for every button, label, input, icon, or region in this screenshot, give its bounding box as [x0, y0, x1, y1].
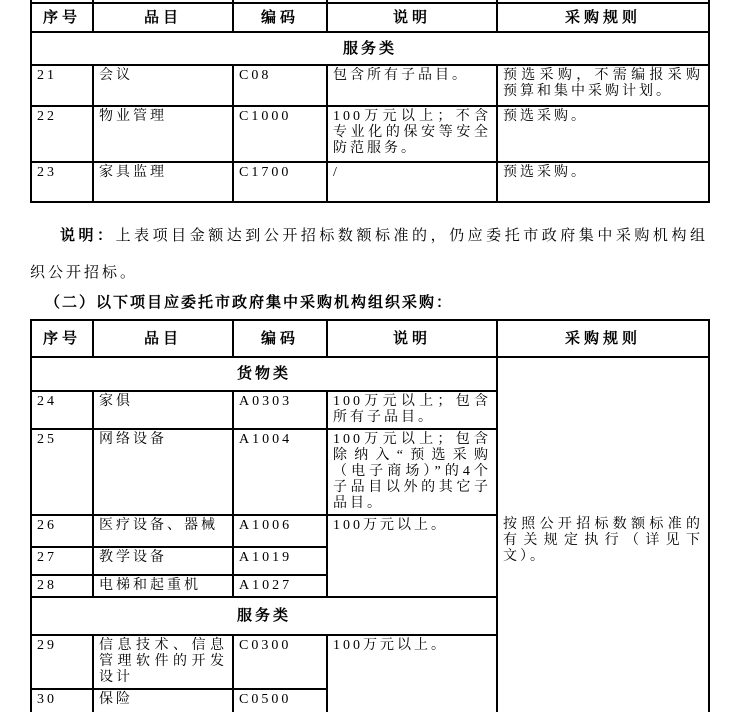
- cell-item: 家具监理: [93, 162, 233, 202]
- category-row: [31, 357, 709, 391]
- col-header-code: 编码: [233, 320, 327, 357]
- cell-code: C0500: [233, 689, 327, 712]
- cell-no: 22: [31, 106, 93, 162]
- col-header-rule: 采购规则: [497, 3, 709, 32]
- table-row: [31, 65, 709, 106]
- cell-item: 家俱: [93, 391, 233, 429]
- category-label: 服务类: [31, 597, 497, 635]
- cell-code: C1700: [233, 162, 327, 202]
- cell-rule: 预选采购。: [497, 162, 709, 202]
- cell-code: A1019: [233, 547, 327, 575]
- cell-desc: 100万元以上；包含所有子品目。: [327, 391, 497, 429]
- col-header-code: 编码: [233, 3, 327, 32]
- cell-code: C08: [233, 65, 327, 106]
- col-header-no: 序号: [31, 3, 93, 32]
- cell-item: 电梯和起重机: [93, 575, 233, 597]
- category-label: 服务类: [31, 32, 709, 65]
- cell-code: A0303: [233, 391, 327, 429]
- cell-no: 25: [31, 429, 93, 515]
- col-header-no: 序号: [31, 320, 93, 357]
- table-header-row: [31, 3, 709, 32]
- cell-no: 27: [31, 547, 93, 575]
- col-header-item: 品目: [93, 3, 233, 32]
- cell-no: 30: [31, 689, 93, 712]
- cell-item: 物业管理: [93, 106, 233, 162]
- preselection-table: [30, 0, 710, 203]
- cell-item: 保险: [93, 689, 233, 712]
- cell-rule: 预选采购。: [497, 106, 709, 162]
- cell-desc: 100万元以上；包含除纳入“预选采购（电子商场）”的4个子品目以外的其它子品目。: [327, 429, 497, 515]
- cell-no: 24: [31, 391, 93, 429]
- col-header-desc: 说明: [327, 3, 497, 32]
- cell-desc: 包含所有子品目。: [327, 65, 497, 106]
- cell-item: 会议: [93, 65, 233, 106]
- category-label: 货物类: [31, 357, 497, 391]
- note-label: 说明：: [60, 228, 116, 244]
- cell-rule: 预选采购，不需编报采购预算和集中采购计划。: [497, 65, 709, 106]
- cell-code: C0300: [233, 635, 327, 689]
- cell-desc-merged: 100万元以上。: [327, 635, 497, 712]
- cell-item: 信息技术、信息管理软件的开发设计: [93, 635, 233, 689]
- cell-item: 医疗设备、器械: [93, 515, 233, 547]
- col-header-rule: 采购规则: [497, 320, 709, 357]
- col-header-desc: 说明: [327, 320, 497, 357]
- centralized-table: [30, 319, 710, 712]
- cell-desc: /: [327, 162, 497, 202]
- note-paragraph: [30, 218, 708, 292]
- section-heading: （二）以下项目应委托市政府集中采购机构组织采购：: [45, 295, 454, 311]
- cell-desc-merged: 100万元以上。: [327, 515, 497, 597]
- cell-no: 28: [31, 575, 93, 597]
- category-row: [31, 32, 709, 65]
- cell-no: 23: [31, 162, 93, 202]
- cell-no: 21: [31, 65, 93, 106]
- note-text: 上表项目金额达到公开招标数额标准的，仍应委托市政府集中采购机构组织公开招标。: [30, 228, 708, 281]
- table-header-row: [31, 320, 709, 357]
- cell-desc: 100万元以上；不含专业化的保安等安全防范服务。: [327, 106, 497, 162]
- cell-item: 网络设备: [93, 429, 233, 515]
- cell-item: 教学设备: [93, 547, 233, 575]
- cell-code: A1004: [233, 429, 327, 515]
- table-row: [31, 106, 709, 162]
- cell-code: A1027: [233, 575, 327, 597]
- col-header-item: 品目: [93, 320, 233, 357]
- cell-rule-merged: 按照公开招标数额标准的有关规定执行（详见下文）。: [497, 357, 709, 712]
- cell-no: 29: [31, 635, 93, 689]
- cell-code: A1006: [233, 515, 327, 547]
- cell-code: C1000: [233, 106, 327, 162]
- cell-no: 26: [31, 515, 93, 547]
- table-row: [31, 162, 709, 202]
